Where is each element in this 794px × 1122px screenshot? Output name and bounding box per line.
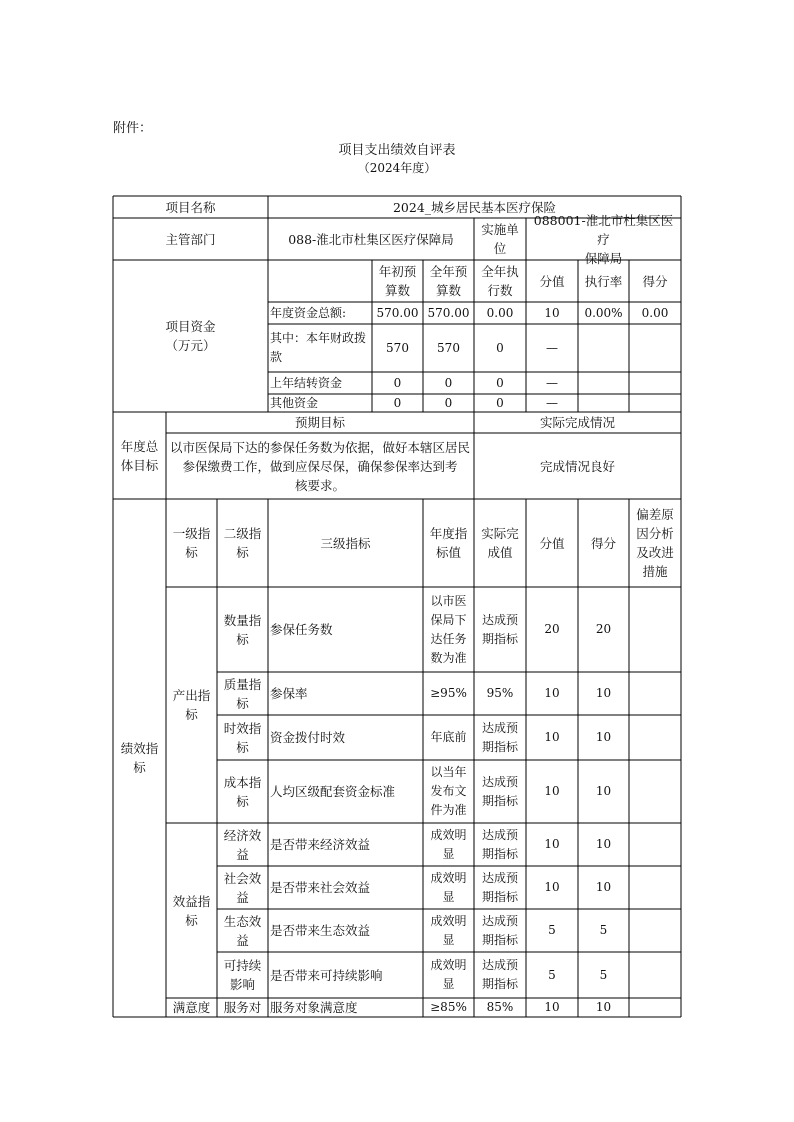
implementing-unit-value: 088001-淮北市杜集区医疗 保障局	[533, 212, 674, 266]
target-value: ≥85%	[430, 1000, 467, 1014]
level3-indicator: 是否带来社会效益	[270, 880, 371, 895]
score: 10	[595, 686, 612, 700]
performance-label: 绩效指 标	[120, 741, 159, 775]
project-name-value: 2024_城乡居民基本医疗保险	[392, 199, 557, 215]
actual-value: 95%	[486, 686, 514, 700]
actual-value: 85%	[486, 1000, 514, 1014]
executed-header: 全年执 行数	[481, 264, 519, 298]
score-header: 得分	[590, 535, 616, 551]
score-value: 5	[548, 923, 556, 937]
level3-indicator: 是否带来经济效益	[270, 837, 371, 852]
funds-row-executed: 0	[496, 340, 504, 355]
level1-header: 一级指 标	[172, 526, 211, 560]
score-value: 10	[544, 880, 560, 894]
level3-indicator: 服务对象满意度	[270, 1000, 358, 1015]
deviation-note	[629, 909, 681, 952]
score-value: 10	[544, 730, 560, 744]
funds-row-initial: 570.00	[376, 305, 419, 320]
funds-row-initial: 570	[386, 340, 409, 355]
deviation-note	[629, 998, 681, 1017]
funds-label: 项目资金 （万元）	[165, 319, 216, 353]
deviation-note	[629, 823, 681, 866]
level1-indicator: 满意度	[172, 1000, 211, 1015]
score-value-header: 分值	[539, 273, 565, 289]
funds-row-score-value: —	[546, 340, 558, 355]
funds-row-rate: 0.00%	[584, 305, 623, 320]
actual-value: 达成预 期指标	[481, 958, 518, 991]
score-value: 10	[544, 686, 560, 700]
initial-budget-header: 年初预 算数	[378, 264, 417, 298]
funds-row-label: 其他资金	[270, 395, 319, 410]
department-label: 主管部门	[165, 231, 216, 247]
funds-row-rate	[578, 394, 629, 412]
actual-value: 达成预 期指标	[481, 774, 518, 808]
score: 10	[595, 880, 612, 894]
level2-indicator: 质量指 标	[223, 676, 262, 711]
funds-row-score-value: —	[546, 395, 558, 410]
level2-indicator: 时效指 标	[223, 720, 262, 755]
target-header: 年度指 标值	[429, 526, 468, 560]
level2-indicator: 可持续 影响	[223, 958, 262, 992]
level2-indicator: 数量指 标	[223, 612, 262, 647]
page-title: 项目支出绩效自评表	[338, 143, 456, 158]
target-value: 成效明 显	[430, 958, 467, 991]
score-value: 10	[544, 1000, 560, 1014]
funds-row-initial: 0	[393, 395, 402, 410]
actual-value: 达成预 期指标	[481, 827, 518, 861]
funds-row-score	[629, 372, 681, 394]
actual-value-header: 实际完 成值	[481, 526, 519, 560]
score: 10	[595, 837, 612, 851]
funds-row-annual: 570	[437, 340, 460, 355]
funds-row-label: 年度资金总额:	[270, 305, 347, 320]
score: 5	[599, 967, 608, 982]
actual-value: 达成预 期指标	[481, 612, 518, 646]
deviation-note	[629, 715, 681, 760]
level3-indicator: 是否带来可持续影响	[270, 967, 383, 983]
funds-row-score	[629, 394, 681, 412]
funds-row-score-value: 10	[544, 305, 560, 320]
funds-row-label: 上年结转资金	[270, 375, 343, 390]
score: 20	[595, 622, 612, 636]
level3-indicator: 是否带来生态效益	[270, 923, 371, 938]
target-value: 以市医 保局下 达任务 数为准	[430, 593, 467, 665]
target-value: 成效明 显	[430, 870, 467, 904]
funds-row-annual: 0	[444, 395, 453, 410]
funds-row-executed: 0	[496, 395, 504, 410]
actual-value: 达成预 期指标	[481, 913, 518, 947]
level2-indicator: 生态效 益	[223, 913, 262, 948]
funds-row-label: 其中：本年财政拨 款	[270, 331, 367, 364]
attachment-label: 附件：	[113, 121, 153, 136]
score-value: 10	[544, 784, 560, 798]
level1-indicator: 效益指 标	[172, 893, 211, 928]
funds-row-score-value: —	[546, 375, 558, 390]
level3-header: 三级指标	[320, 535, 371, 551]
level2-indicator: 成本指 标	[223, 774, 262, 809]
funds-row-rate	[578, 324, 629, 372]
funds-row-executed: 0.00	[486, 305, 514, 320]
score-header: 得分	[642, 273, 668, 289]
level3-indicator: 人均区级配套资金标准	[270, 784, 396, 799]
target-value: ≥95%	[430, 686, 467, 700]
level3-indicator: 参保率	[270, 686, 308, 701]
score: 5	[599, 923, 608, 937]
level2-header: 二级指 标	[223, 526, 262, 560]
annual-goals-label: 年度总 体目标	[120, 438, 159, 473]
funds-row-annual: 0	[444, 375, 453, 390]
target-value: 年底前	[430, 730, 467, 744]
project-name-label: 项目名称	[165, 199, 216, 215]
funds-header-blank	[268, 260, 372, 302]
report-year: （2024年度）	[357, 161, 437, 175]
level2-indicator: 经济效 益	[223, 827, 262, 862]
level3-indicator: 资金拨付时效	[270, 730, 346, 745]
target-value: 成效明 显	[430, 913, 467, 947]
implementing-unit-label: 实施单 位	[481, 222, 519, 256]
funds-row-executed: 0	[496, 375, 504, 390]
score-value: 5	[548, 967, 556, 982]
actual-value: 达成预 期指标	[481, 720, 518, 754]
expected-goal-header: 预期目标	[294, 415, 345, 430]
level2-indicator: 社会效 益	[223, 870, 262, 905]
actual-completion-text: 完成情况良好	[539, 458, 615, 474]
level1-indicator: 产出指 标	[172, 688, 211, 722]
funds-row-rate	[578, 372, 629, 394]
deviation-note	[629, 866, 681, 909]
funds-row-initial: 0	[393, 375, 402, 390]
level3-indicator: 参保任务数	[270, 622, 333, 637]
funds-row-score: 0.00	[641, 305, 669, 320]
deviation-note	[629, 952, 681, 998]
score-value: 10	[544, 837, 560, 851]
funds-row-annual: 570.00	[427, 305, 470, 320]
execution-rate-header: 执行率	[584, 273, 623, 289]
funds-row-score	[629, 324, 681, 372]
annual-budget-header: 全年预 算数	[429, 264, 468, 298]
deviation-note	[629, 672, 681, 715]
score-value: 20	[544, 622, 560, 636]
expected-goal-text: 以市医保局下达的参保任务数为依据，做好本辖区居民参保缴费工作，做到应保尽保，确保参保率达到考 核要求。	[169, 439, 470, 493]
department-value: 088-淮北市杜集区医疗保障局	[288, 231, 454, 247]
deviation-note	[629, 587, 681, 672]
actual-value: 达成预 期指标	[481, 870, 518, 904]
actual-completion-header: 实际完成情况	[539, 415, 615, 430]
score: 10	[595, 1000, 612, 1014]
target-value: 以当年 发布文 件为准	[430, 765, 467, 817]
level2-indicator: 服务对	[223, 1000, 262, 1015]
deviation-analysis-header: 偏差原 因分析 及改进 措施	[636, 507, 674, 579]
target-value: 成效明 显	[430, 827, 467, 861]
deviation-note	[629, 760, 681, 823]
score: 10	[595, 730, 612, 744]
score: 10	[595, 784, 612, 798]
value-header: 分值	[539, 535, 565, 551]
